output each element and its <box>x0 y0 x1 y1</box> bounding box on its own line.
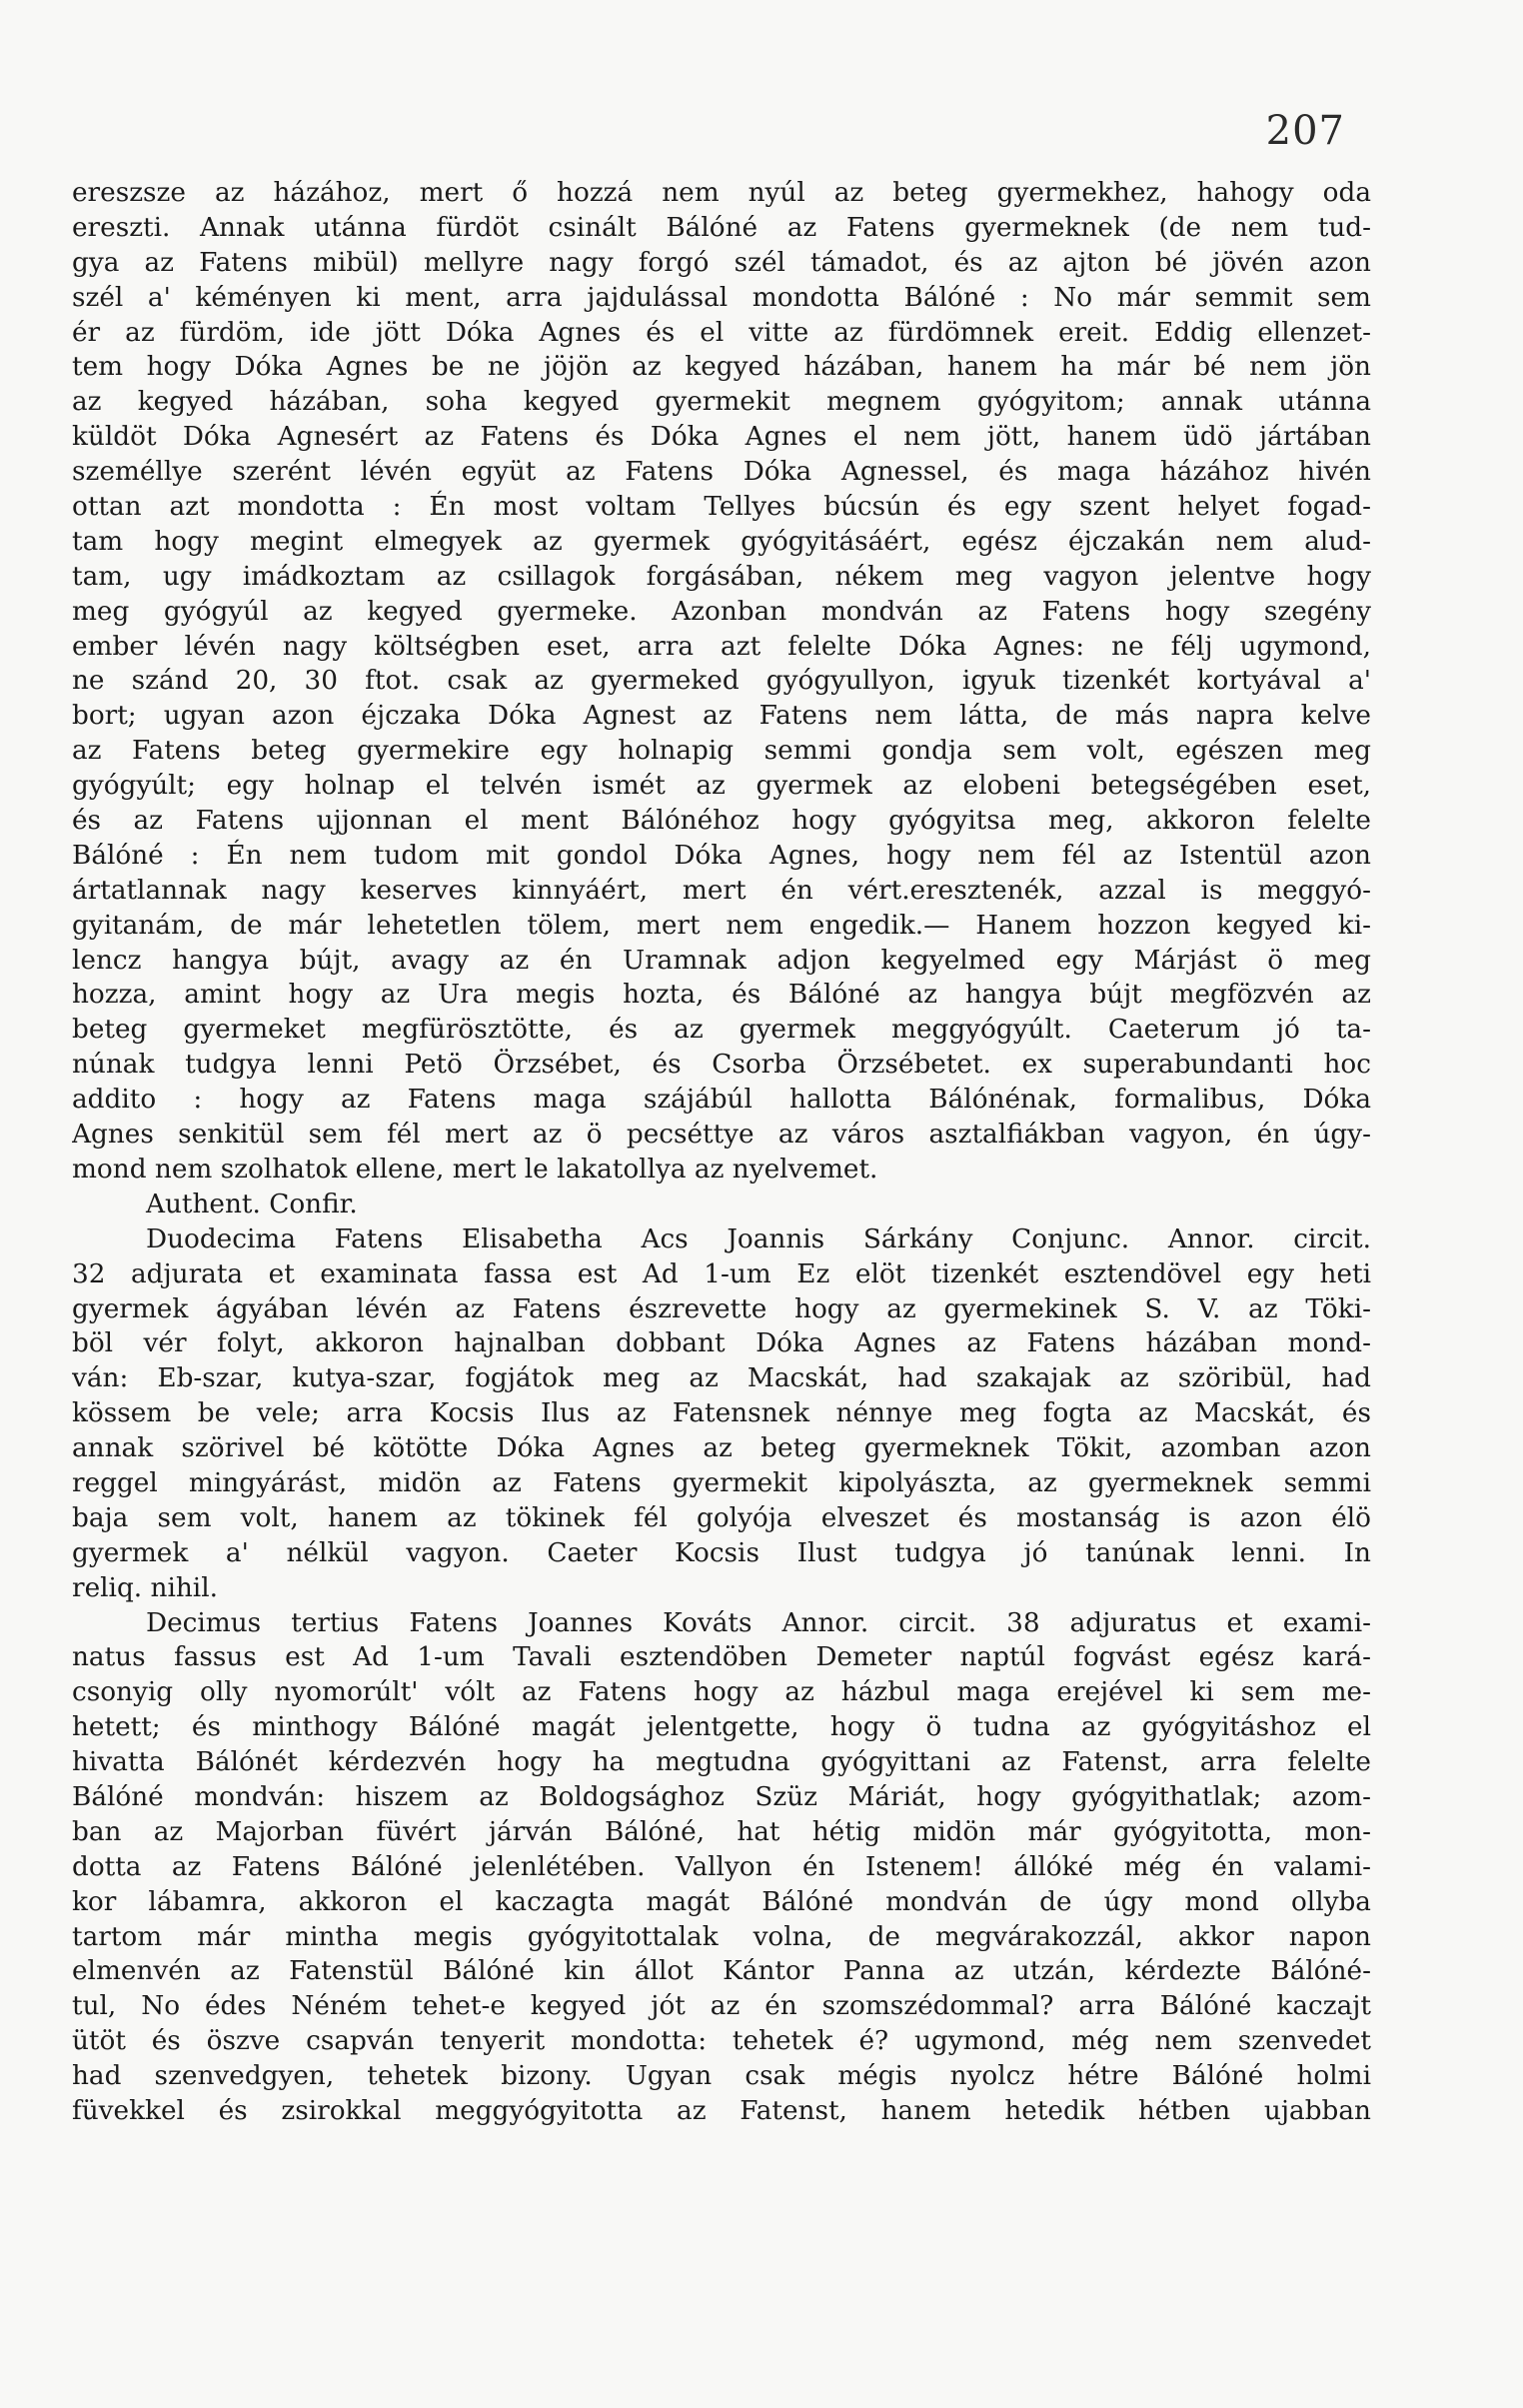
text-line: ereszti. Annak utánna fürdöt csinált Bálóné az Fatens gyermeknek (de nem tud- <box>72 212 1371 243</box>
text-line: ereszsze az házához, mert ő hozzá nem nyúl az beteg gyermekhez, hahogy oda <box>72 178 1371 208</box>
text-line: böl vér folyt, akkoron hajnalban dobbant Dóka Agnes az Fatens házában mond- <box>72 1328 1371 1359</box>
text-line: gyitanám, de már lehetetlen tölem, mert nem engedik.— Hanem hozzon kegyed ki- <box>72 910 1371 941</box>
text-line: tam, ugy imádkoztam az csillagok forgásában, nékem meg vagyon jelentve hogy <box>72 561 1371 592</box>
text-line: hozza, amint hogy az Ura megis hozta, és Bálóné az hangya bújt megfözvén az <box>72 980 1371 1011</box>
text-line: ember lévén nagy költségben eset, arra azt felelte Dóka Agnes: ne félj ugymond, <box>72 631 1371 662</box>
text-line: annak szörivel bé kötötte Dóka Agnes az beteg gyermeknek Tökit, azomban azon <box>72 1433 1371 1464</box>
text-line: elmenvén az Fatenstül Bálóné kin állot Kántor Panna az utzán, kérdezte Bálóné- <box>72 1956 1371 1987</box>
text-line: kor lábamra, akkoron el kaczagta magát Bálóné mondván de úgy mond ollyba <box>72 1886 1371 1917</box>
text-line: Duodecima Fatens Elisabetha Acs Joannis Sárkány Conjunc. Annor. circit. <box>146 1223 1371 1254</box>
text-line: személlye szerént lévén együt az Fatens Dóka Agnessel, és maga házához hivén <box>72 457 1371 488</box>
text-line: meg gyógyúl az kegyed gyermeke. Azonban mondván az Fatens hogy szegény <box>72 596 1371 627</box>
text-line: gyógyúlt; egy holnap el telvén ismét az gyermek az elobeni betegségében eset, <box>72 771 1371 802</box>
text-line: ban az Majorban füvért járván Bálóné, hat hétig midön már gyógyitotta, mon- <box>72 1816 1371 1847</box>
text-line: Bálóné mondván: hiszem az Boldogsághoz Szüz Máriát, hogy gyógyithatlak; azom- <box>72 1781 1371 1812</box>
text-line: reggel mingyárást, midön az Fatens gyermekit kipolyászta, az gyermeknek semmi <box>72 1467 1371 1498</box>
text-line: hivatta Bálónét kérdezvén hogy ha megtudna gyógyittani az Fatenst, arra felelte <box>72 1747 1371 1778</box>
text-line: beteg gyermeket megfürösztötte, és az gyermek meggyógyúlt. Caeterum jó ta- <box>72 1015 1371 1046</box>
text-line: és az Fatens ujjonnan el ment Bálónéhoz hogy gyógyitsa meg, akkoron felelte <box>72 806 1371 837</box>
text-line: mond nem szolhatok ellene, mert le lakatollya az nyelvemet. <box>72 1154 878 1185</box>
text-line: Bálóné : Én nem tudom mit gondol Dóka Agnes, hogy nem fél az Istentül azon <box>72 840 1371 871</box>
text-line: reliq. nihil. <box>72 1572 218 1603</box>
text-line: núnak tudgya lenni Petö Örzsébet, és Csorba Örzsébetet. ex superabundanti hoc <box>72 1050 1371 1081</box>
text-line: az Fatens beteg gyermekire egy holnapig semmi gondja sem volt, egészen meg <box>72 736 1371 767</box>
text-line: natus fassus est Ad 1-um Tavali esztendöben Demeter naptúl fogvást egész kará- <box>72 1642 1371 1673</box>
text-line: ér az fürdöm, ide jött Dóka Agnes és el vitte az fürdömnek ereit. Eddig ellenzet- <box>72 317 1371 348</box>
text-line: küldöt Dóka Agnesért az Fatens és Dóka Agnes el nem jött, hanem üdö jártában <box>72 422 1371 453</box>
text-line: kössem be vele; arra Kocsis Ilus az Fatensnek nénnye meg fogta az Macskát, és <box>72 1398 1371 1429</box>
text-line: tul, No édes Néném tehet-e kegyed jót az én szomszédommal? arra Bálóné kaczajt <box>72 1991 1371 2022</box>
text-line: csonyig olly nyomorúlt' vólt az Fatens hogy az házbul maga erejével ki sem me- <box>72 1677 1371 1708</box>
page-number: 207 <box>1265 108 1345 154</box>
text-line: bort; ugyan azon éjczaka Dóka Agnest az Fatens nem látta, de más napra kelve <box>72 701 1371 732</box>
text-line: 32 adjurata et examinata fassa est Ad 1-um Ez elöt tizenkét esztendövel egy heti <box>72 1258 1371 1289</box>
text-line: gyermek ágyában lévén az Fatens észrevette hogy az gyermekinek S. V. az Töki- <box>72 1293 1371 1324</box>
text-line: ütöt és öszve csapván tenyerit mondotta: tehetek é? ugymond, még nem szenvedet <box>72 2026 1371 2057</box>
body-text <box>72 176 1371 2129</box>
text-line: tam hogy megint elmegyek az gyermek gyógyitásáért, egész éjczakán nem alud- <box>72 526 1371 557</box>
text-line: dotta az Fatens Bálóné jelenlétében. Vallyon én Istenem! állóké még én valami- <box>72 1851 1371 1882</box>
text-line: az kegyed házában, soha kegyed gyermekit megnem gyógyitom; annak utánna <box>72 387 1371 418</box>
text-line: ne szánd 20, 30 ftot. csak az gyermeked gyógyullyon, igyuk tizenkét kortyával a' <box>72 666 1371 697</box>
text-line: hetett; és minthogy Bálóné magát jelentgette, hogy ö tudna az gyógyitáshoz el <box>72 1712 1371 1743</box>
text-line: ván: Eb-szar, kutya-szar, fogjátok meg az Macskát, had szakajak az szöribül, had <box>72 1363 1371 1394</box>
text-line: szél a' kéményen ki ment, arra jajdulással mondotta Bálóné : No már semmit sem <box>72 282 1371 313</box>
text-line: addito : hogy az Fatens maga szájábúl hallotta Bálónénak, formalibus, Dóka <box>72 1085 1371 1116</box>
text-line: gyermek a' nélkül vagyon. Caeter Kocsis Ilust tudgya jó tanúnak lenni. In <box>72 1537 1371 1568</box>
text-line: had szenvedgyen, tehetek bizony. Ugyan csak mégis nyolcz hétre Bálóné holmi <box>72 2061 1371 2092</box>
text-line: baja sem volt, hanem az tökinek fél golyója elveszet és mostanság is azon élö <box>72 1502 1371 1533</box>
text-line: tartom már mintha megis gyógyitottalak volna, de megvárakozzál, akkor napon <box>72 1921 1371 1952</box>
text-line: gya az Fatens mibül) mellyre nagy forgó szél támadot, és az ajton bé jövén azon <box>72 247 1371 278</box>
text-line: Decimus tertius Fatens Joannes Kováts Annor. circit. 38 adjuratus et exami- <box>146 1607 1371 1638</box>
text-line: tem hogy Dóka Agnes be ne jöjön az kegyed házában, hanem ha már bé nem jön <box>72 352 1371 383</box>
text-line: lencz hangya bújt, avagy az én Uramnak adjon kegyelmed egy Márjást ö meg <box>72 945 1371 976</box>
text-line: ottan azt mondotta : Én most voltam Tellyes búcsún és egy szent helyet fogad- <box>72 492 1371 523</box>
text-line: ártatlannak nagy keserves kinnyáért, mert én vért.eresztenék, azzal is meggyó- <box>72 875 1371 906</box>
text-line: Authent. Confir. <box>146 1189 358 1219</box>
text-line: Agnes senkitül sem fél mert az ö pecséttye az város asztalfiákban vagyon, én úgy- <box>72 1120 1371 1151</box>
text-line: füvekkel és zsirokkal meggyógyitotta az Fatenst, hanem hetedik hétben ujabban <box>72 2095 1371 2126</box>
